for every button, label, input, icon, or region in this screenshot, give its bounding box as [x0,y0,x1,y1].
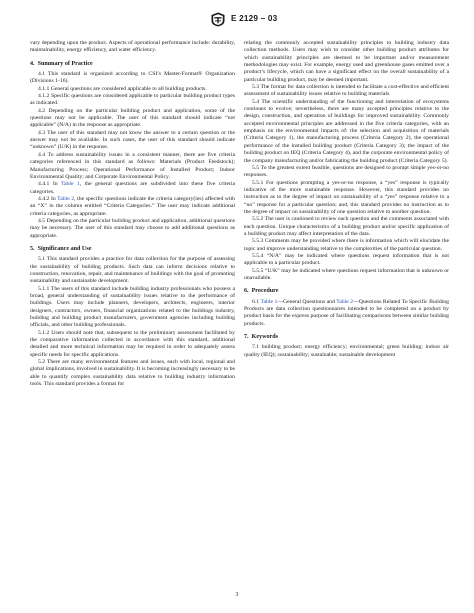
paragraph-5-2: 5.2 There are many environmental features and issues, each with local, regional and global implications, involved in sustainability. It is becoming increasingly necessary to be able to quantify complex sustainability data relative to building industry information tools. This standard provides a format for [30,359,235,388]
paragraph-4-2: 4.2 Depending on the particular building product and application, some of the questions may not be applicable. The user of this standard should indicate “not applicable” (N/A) in the response as appropriate. [30,107,235,129]
paragraph-4-5: 4.5 Depending on the particular building product and application, additional questions may be necessary. The user of this standard may choose to add additional questions as appropriate. [30,217,235,239]
section-7-heading: 7. Keywords [244,334,278,341]
paragraph-5-1-2: 5.1.2 Users should note that, subsequent to the preliminary assessment facilitated by the comparative information collected in accordance with this standard, additional detailed and more technical information may be required in order to adequately assess specific needs for specific applications. [30,329,235,358]
paragraph-continued: vary depending upon the product. Aspects of operational performance include: durability, maintainability, energy efficiency, and water efficiency. [30,40,235,54]
paragraph-5-5: 5.5 To the greatest extent feasible, questions are designed to prompt simple yes-or-no responses. [244,164,449,179]
table-1-link[interactable]: Table 1 [60,181,80,188]
paragraph-5-5-3: 5.5.3 Comments may be provided where there is information which will elucidate the topic and improve understanding relative to the complexities of the particular question. [244,238,449,252]
paragraph-5-5-2: 5.5.2 The user is cautioned to review each question and the comments associated with each question. Unique characteristics of a building product and/or specific application of a building product may affect interpretation of the data. [244,216,449,237]
paragraph-4-1: 4.1 This standard is organized according to CSI’s Master-Format® Organization (Divisions 1-16). [30,71,235,85]
right-column [244,40,449,359]
paragraph-5-4: 5.4 The scientific understanding of the functioning and interrelation of ecosystems continues to evolve; nevertheless, there are many accepted principles relative to the design, construction, and operation of buildings for improved sustainability. Commonly accepted environmental principles are addressed in the five criteria categories, with an emphasis on the environmental impacts of: the selection and acquisition of materials (Criteria Category 1), the manufacturing process (Criteria Category 2), the operational performance of the installed building product (Criteria Category 3); the impact of the building product on IEQ (Criteria Category 4), and the corporate environmental policy of the company manufacturing and/or fabricating the building product (Criteria Category 5). [244,98,449,164]
paragraph-5-5-5: 5.5.5 “U/K” may be indicated where questions request information that is unknown or unavailable. [244,267,449,281]
paragraph-5-3: 5.3 The format for data collection is intended to facilitate a cost-effective and efficient assessment of sustainability issues relative to building materials. [244,84,449,98]
paragraph-6-1: 6.1 Table 1—General Questions and Table 2—Questions Related To Specific Building Products are data collection questionnaires intended to be completed on a product by product basis for the express purpose of facilitating comparisons between similar building products. [244,298,449,327]
paragraph-4-4: 4.4 To address sustainability issues in a consistent manner, there are five criteria categories referenced in this standard as follows: Materials (Product Feedstock); Manufacturing Process; Operational Performance of Installed Product; Indoor Environmental Quality; and Corporate Environmental Policy. [30,151,235,180]
table-2-link[interactable]: Table 2 [336,298,354,305]
page-header [0,12,474,28]
paragraph-4-1-2: 4.1.2 Specific questions are considered applicable to particular building product types as indicated. [30,93,235,107]
section-5-heading: 5. Significance and Use [30,245,92,252]
table-1-link[interactable]: Table 1 [260,298,278,305]
standard-designation: E 2129 – 03 [231,14,278,23]
paragraph-5-1-1: 5.1.1 The users of this standard include building industry professionals who possess a broad, general understanding of sustainability issues relative to the performance of buildings. Users may include planners, developers, architects, engineers, interior designers, contractors, owners, financial organizations related to the buildings industry, building and building product manufacturers, government agencies including building officials, and other building professionals. [30,285,235,329]
paragraph-5-5-1: 5.5.1 For questions prompting a yes-or-no response, a “yes” response is typically indicative of the more sustainable response. However, this standard provides no instruction as to the degree of impact on sustainability of a “yes” response relative to a “no” response for a particular question; and, this standard provides no instruction as to the degree of impact on sustainability of one question relative to another question. [244,179,449,215]
paragraph-4-3: 4.3 The user of this standard may not know the answer to a certain question or the answer may not be available. In such cases, the user of this standard should indicate “unknown” (U/K) in the response. [30,129,235,151]
section-4-heading: 4. Summary of Practice [30,60,93,67]
section-6-heading: 6. Procedure [244,288,279,295]
paragraph-7-1: 7.1 building product; energy efficiency; environmental; green building; indoor air quality (IEQ); sustainability; sustainable; sustainable development [244,344,449,358]
page-number: 3 [235,592,239,598]
paragraph-4-4-1: 4.4.1 In Table 1, the general questions are subdivided into these five criteria categories. [30,181,235,195]
astm-logo-icon [211,12,225,27]
paragraph-5-5-4: 5.5.4 “N/A” may be indicated where questions request information that is not applicable to a particular product. [244,252,449,267]
paragraph-5-1: 5.1 This standard provides a practice for data collection for the purpose of assessing the sustainability of building products. Such data can inform decisions relative to construction, renovation, repair, and maintenance of buildings with the goal of promoting sustainability and sustainable development. [30,256,235,285]
table-2-link[interactable]: Table 2 [57,195,75,202]
paragraph-4-1-1: 4.1.1 General questions are considered applicable to all building products. [38,85,207,92]
left-column [30,40,235,388]
paragraph-continued: relating the commonly accepted sustainability principles to building industry data collection methods. Users may wish to consider other building product attributes for which sustainability principles are deemed to be important and/or measurement methodologies may exist. For example, energy used and greenhouse gases emitted over a product’s lifecycle, which can have a significant effect on the overall sustainability of a particular building product, may be deemed important. [244,40,449,83]
paragraph-4-4-2: 4.4.2 In Table 2, the specific questions indicate the criteria category(ies) affected with an “X” in the column entitled “Criteria Categories.” The user may indicate additional criteria categories, as appropriate. [30,195,235,217]
